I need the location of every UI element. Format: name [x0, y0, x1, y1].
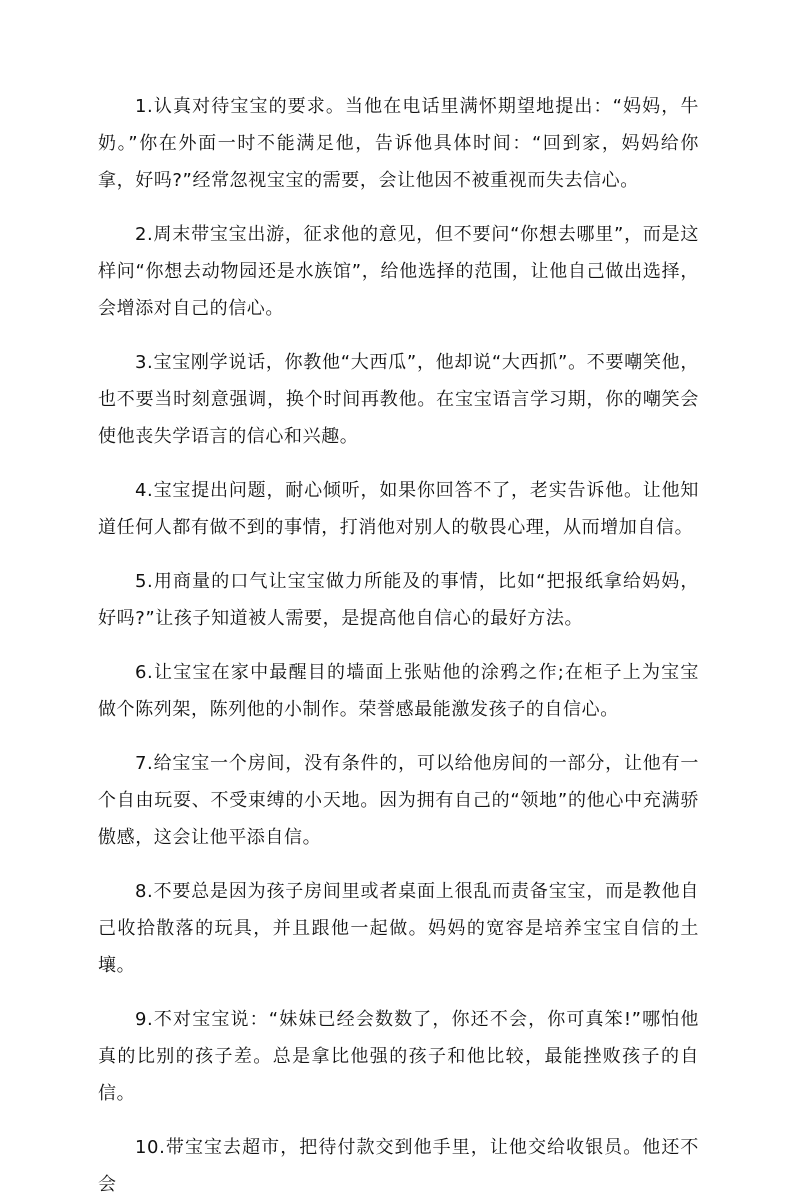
paragraph-5: 5.用商量的口气让宝宝做力所能及的事情，比如“把报纸拿给妈妈，好吗?”让孩子知道被人需要，是提高他自信心的最好方法。 [98, 571, 699, 629]
paragraph-10: 10.带宝宝去超市，把待付款交到他手里，让他交给收银员。他还不会 [98, 1137, 699, 1195]
paragraph-2: 2.周末带宝宝出游，征求他的意见，但不要问“你想去哪里”，而是这样问“你想去动物园还是水族馆”，给他选择的范围，让他自己做出选择，会增添对自己的信心。 [98, 224, 699, 319]
paragraph-3: 3.宝宝刚学说话，你教他“大西瓜”，他却说“大西抓”。不要嘲笑他，也不要当时刻意强调，换个时间再教他。在宝宝语言学习期，你的嘲笑会使他丧失学语言的信心和兴趣。 [98, 352, 699, 447]
paragraph-8: 8.不要总是因为孩子房间里或者桌面上很乱而责备宝宝，而是教他自己收拾散落的玩具，并且跟他一起做。妈妈的宽容是培养宝宝自信的土壤。 [98, 881, 699, 976]
paragraph-1: 1.认真对待宝宝的要求。当他在电话里满怀期望地提出：“妈妈，牛奶。”你在外面一时不能满足他，告诉他具体时间：“回到家，妈妈给你拿，好吗?”经常忽视宝宝的需要，会让他因不被重视而失去信心。 [98, 96, 699, 191]
paragraph-6: 6.让宝宝在家中最醒目的墙面上张贴他的涂鸦之作;在柜子上为宝宝做个陈列架，陈列他的小制作。荣誉感最能激发孩子的自信心。 [98, 662, 699, 720]
paragraph-4: 4.宝宝提出问题，耐心倾听，如果你回答不了，老实告诉他。让他知道任何人都有做不到的事情，打消他对别人的敬畏心理，从而增加自信。 [98, 480, 699, 538]
paragraph-9: 9.不对宝宝说：“妹妹已经会数数了，你还不会，你可真笨!”哪怕他真的比别的孩子差。总是拿比他强的孩子和他比较，最能挫败孩子的自信。 [98, 1009, 699, 1104]
paragraph-7: 7.给宝宝一个房间，没有条件的，可以给他房间的一部分，让他有一个自由玩耍、不受束缚的小天地。因为拥有自己的“领地”的他心中充满骄傲感，这会让他平添自信。 [98, 753, 699, 848]
